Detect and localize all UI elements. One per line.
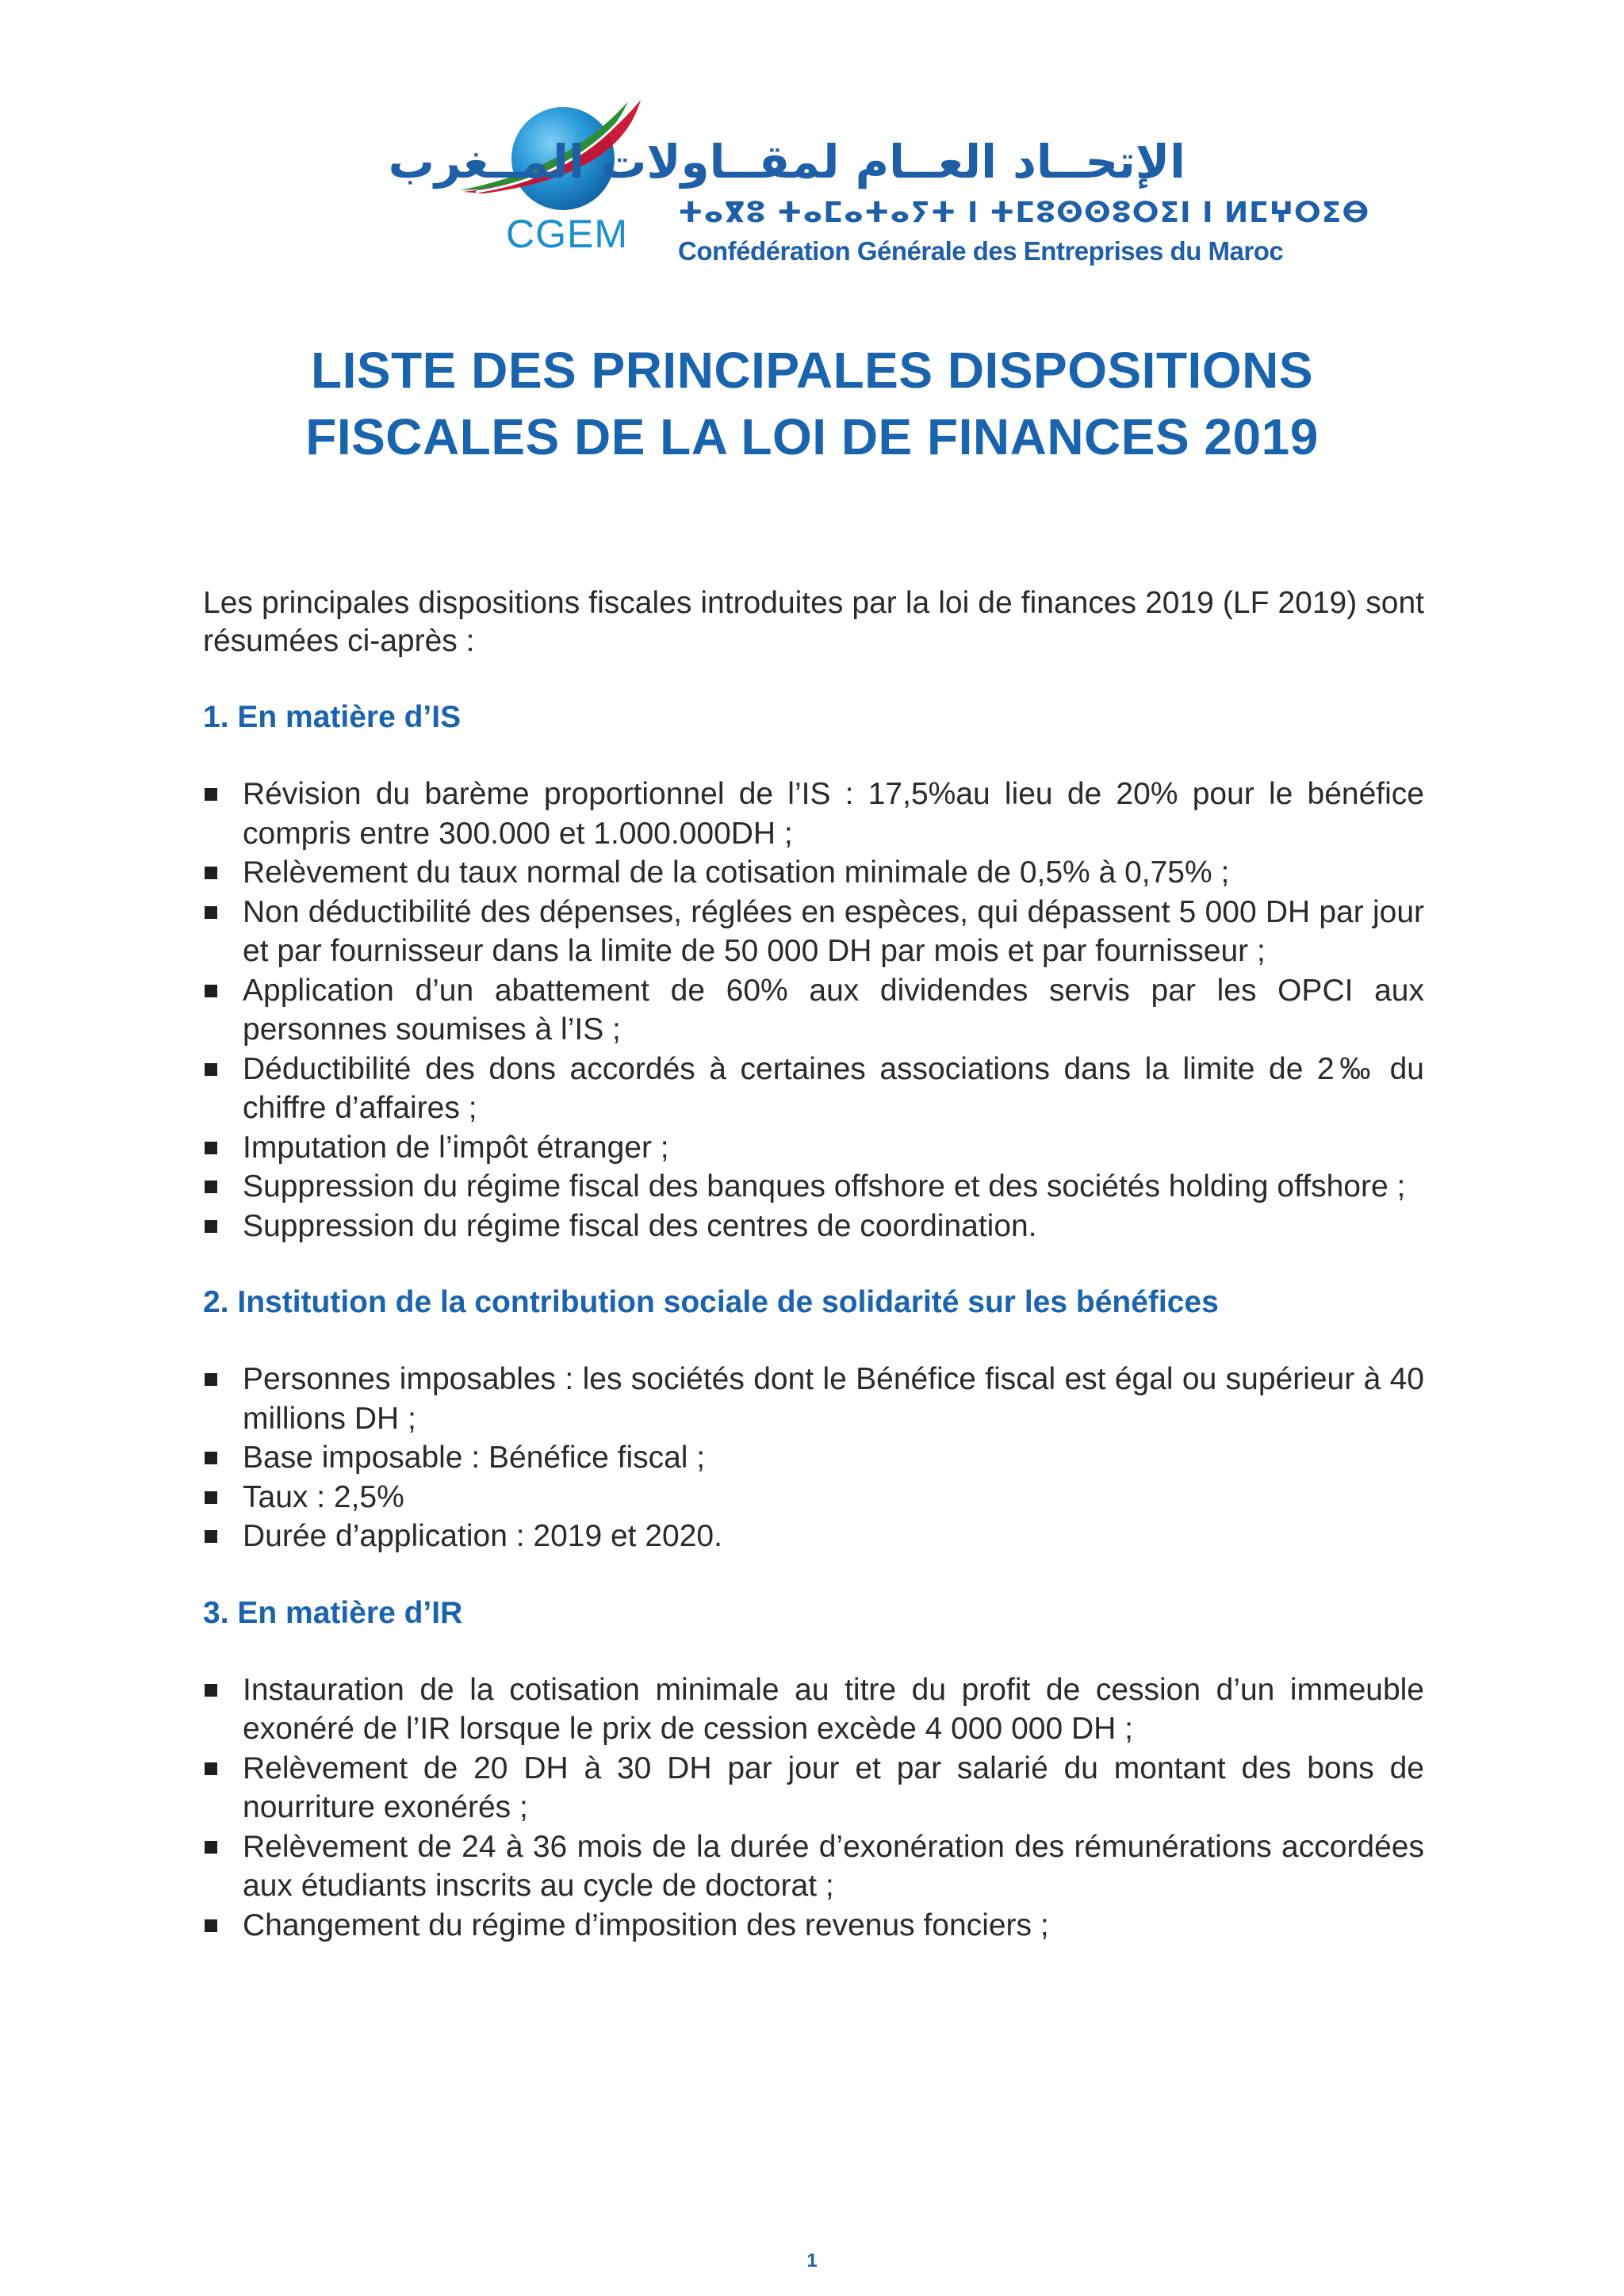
- section-heading-contribution-sociale: 2. Institution de la contribution sociale de solidarité sur les bénéfices: [203, 1285, 1219, 1319]
- cgem-logo-block: [388, 94, 1370, 266]
- page-number: 1: [806, 2250, 818, 2271]
- list-item-text: Personnes imposables : les sociétés dont le Bénéfice fiscal est égal ou supérieur à 40 millions DH ;: [243, 1362, 1424, 1436]
- title-line-2: FISCALES DE LA LOI DE FINANCES 2019: [305, 408, 1319, 465]
- bullet-square-icon: [205, 1762, 217, 1775]
- list-item-text: Suppression du régime fiscal des centres de coordination.: [243, 1208, 1037, 1243]
- list-item: [203, 1167, 1424, 1207]
- list-item: [203, 853, 1424, 893]
- org-name-arabic: الإتحــاد العــام لمقــاولات المــغرب: [388, 135, 1185, 189]
- cgem-logo-text: CGEM: [506, 212, 628, 256]
- bullet-square-icon: [205, 1220, 217, 1233]
- list-item-text: Révision du barème proportionnel de l’IS : 17,5%au lieu de 20% pour le bénéfice compris entre 300.000 et 1.000.000DH ;: [243, 777, 1424, 851]
- document-title: [119, 337, 1505, 470]
- bullet-square-icon: [205, 1919, 217, 1932]
- list-item-text: Changement du régime d’imposition des revenus fonciers ;: [243, 1908, 1049, 1942]
- list-item-text: Relèvement de 20 DH à 30 DH par jour et par salarié du montant des bons de nourriture exonérés ;: [243, 1751, 1424, 1824]
- bullet-square-icon: [205, 1491, 217, 1504]
- list-item-text: Instauration de la cotisation minimale au titre du profit de cession d’un immeuble exonéré de l’IR lorsque le prix de cession excède 4 000 000 DH ;: [243, 1672, 1424, 1746]
- list-item-text: Non déductibilité des dépenses, réglées en espèces, qui dépassent 5 000 DH par jour et par fournisseur dans la limite de 50 000 DH par mois et par fournisseur ;: [243, 894, 1424, 968]
- list-item: [203, 1517, 1424, 1556]
- section-heading-ir: 3. En matière d’IR: [203, 1595, 463, 1630]
- bullet-square-icon: [205, 1841, 217, 1854]
- list-item: [203, 1906, 1424, 1946]
- bullet-square-icon: [205, 1063, 217, 1076]
- list-item: [203, 893, 1424, 971]
- list-item-text: Application d’un abattement de 60% aux dividendes servis par les OPCI aux personnes soumises à l’IS ;: [243, 973, 1424, 1047]
- list-item: [203, 1360, 1424, 1438]
- org-name-french: Confédération Générale des Entreprises du Maroc: [678, 236, 1284, 266]
- list-item-text: Suppression du régime fiscal des banques offshore et des sociétés holding offshore ;: [243, 1169, 1406, 1203]
- list-item-text: Base imposable : Bénéfice fiscal ;: [243, 1441, 706, 1475]
- list-item-text: Déductibilité des dons accordés à certaines associations dans la limite de 2‰ du chiffre d’affaires ;: [243, 1051, 1424, 1125]
- bullet-square-icon: [205, 906, 217, 919]
- org-name-tifinagh: ⵜⴰⴳⵓ ⵜⴰⵎⴰⵜⴰⵢⵜ ⵏ ⵜⵎⵓⵙⵙⵓⵔⵉⵏ ⵏ ⵍⵎⵖⵔⵉⴱ: [678, 197, 1370, 229]
- list-item: [203, 1827, 1424, 1906]
- list-item-text: Imputation de l’impôt étranger ;: [243, 1130, 669, 1165]
- bullet-square-icon: [205, 1181, 217, 1193]
- bullet-square-icon: [205, 1142, 217, 1154]
- bullet-square-icon: [205, 867, 217, 879]
- list-item: [203, 1207, 1424, 1246]
- list-item: [203, 1128, 1424, 1168]
- section-list-contribution-sociale: [203, 1360, 1424, 1556]
- list-item: [203, 1438, 1424, 1478]
- section-heading-is: 1. En matière d’IS: [203, 700, 462, 734]
- list-item: [203, 1749, 1424, 1827]
- document-body: [203, 584, 1424, 1945]
- bullet-square-icon: [205, 1452, 217, 1464]
- section-list-ir: [203, 1670, 1424, 1946]
- bullet-square-icon: [205, 1684, 217, 1697]
- bullet-square-icon: [205, 1530, 217, 1543]
- list-item: [203, 1478, 1424, 1517]
- list-item: [203, 1670, 1424, 1749]
- bullet-square-icon: [205, 788, 217, 801]
- intro-paragraph: Les principales dispositions fiscales introduites par la loi de finances 2019 (LF 2019) sont résumées ci-après :: [203, 586, 1424, 658]
- list-item: [203, 1050, 1424, 1128]
- list-item: [203, 775, 1424, 853]
- bullet-square-icon: [205, 1373, 217, 1386]
- list-item-text: Relèvement du taux normal de la cotisation minimale de 0,5% à 0,75% ;: [243, 855, 1230, 890]
- title-line-1: LISTE DES PRINCIPALES DISPOSITIONS: [311, 342, 1313, 399]
- list-item-text: Durée d’application : 2019 et 2020.: [243, 1519, 722, 1553]
- list-item: [203, 971, 1424, 1050]
- list-item-text: Taux : 2,5%: [243, 1479, 404, 1514]
- section-list-is: [203, 775, 1424, 1246]
- bullet-square-icon: [205, 985, 217, 997]
- list-item-text: Relèvement de 24 à 36 mois de la durée d’exonération des rémunérations accordées aux étudiants inscrits au cycle de doctorat ;: [243, 1829, 1424, 1903]
